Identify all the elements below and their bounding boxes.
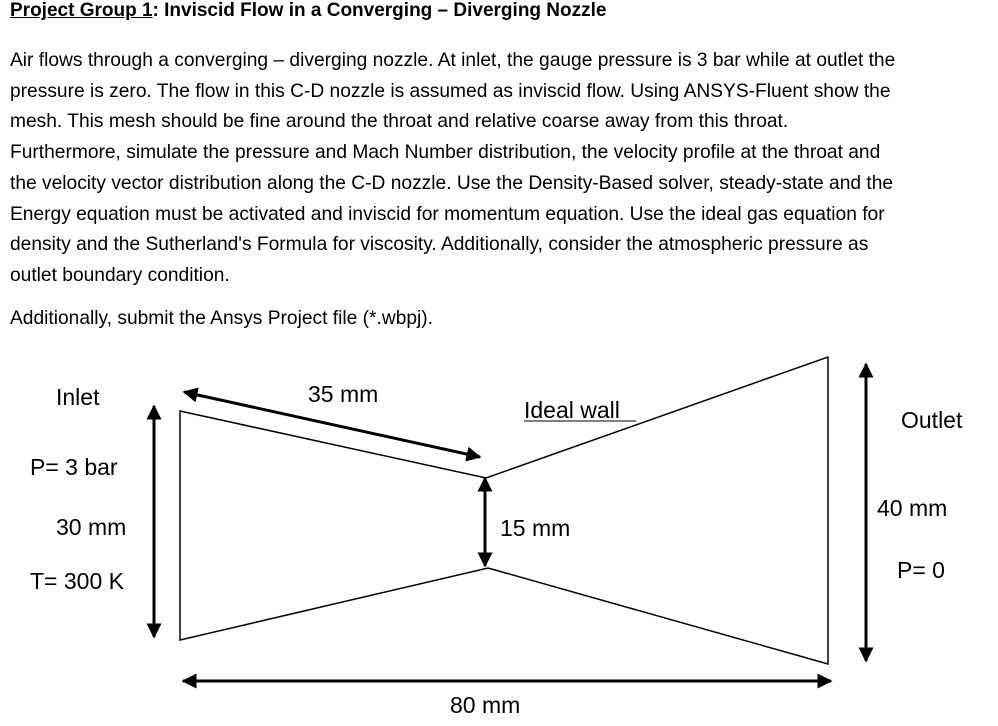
- outlet-label: Outlet: [901, 407, 963, 433]
- paragraph-line: the velocity vector distribution along the C-D nozzle. Use the Density-Based solver, steady-state and the: [10, 172, 894, 194]
- throat-height-label: 15 mm: [500, 515, 571, 541]
- title-prefix: Project Group 1: [10, 0, 153, 21]
- nozzle-outline: [180, 357, 828, 664]
- inlet-temperature-label: T= 300 K: [30, 568, 124, 594]
- inlet-height-label: 30 mm: [56, 514, 127, 540]
- paragraph-line: Air flows through a converging – diverging nozzle. At inlet, the gauge pressure is 3 bar while at outlet the: [10, 50, 896, 71]
- title-rest: : Inviscid Flow in a Converging – Diverging Nozzle: [152, 0, 607, 21]
- paragraph-line: pressure is zero. The flow in this C-D nozzle is assumed as inviscid flow. Using ANSYS-Fluent show the: [10, 80, 891, 102]
- paragraph-line: density and the Sutherland's Formula for viscosity. Additionally, consider the atmospheric pressure as: [10, 234, 869, 256]
- inlet-label: Inlet: [56, 384, 100, 410]
- total-length-label: 80 mm: [450, 692, 521, 718]
- outlet-height-label: 40 mm: [877, 495, 948, 521]
- submission-note: Additionally, submit the Ansys Project file (*.wbpj).: [10, 308, 434, 329]
- paragraph-line: mesh. This mesh should be fine around the throat and relative coarse away from this throat.: [10, 111, 789, 133]
- wall-label: Ideal wall: [524, 397, 620, 423]
- converging-length-label: 35 mm: [308, 381, 379, 407]
- inlet-pressure-label: P= 3 bar: [30, 454, 118, 480]
- paragraph-line: outlet boundary condition.: [10, 264, 230, 286]
- outlet-pressure-label: P= 0: [897, 557, 945, 583]
- paragraph-line: Furthermore, simulate the pressure and Mach Number distribution, the velocity profile at the throat and: [10, 142, 881, 164]
- paragraph-line: Energy equation must be activated and inviscid for momentum equation. Use the ideal gas equation for: [10, 203, 885, 225]
